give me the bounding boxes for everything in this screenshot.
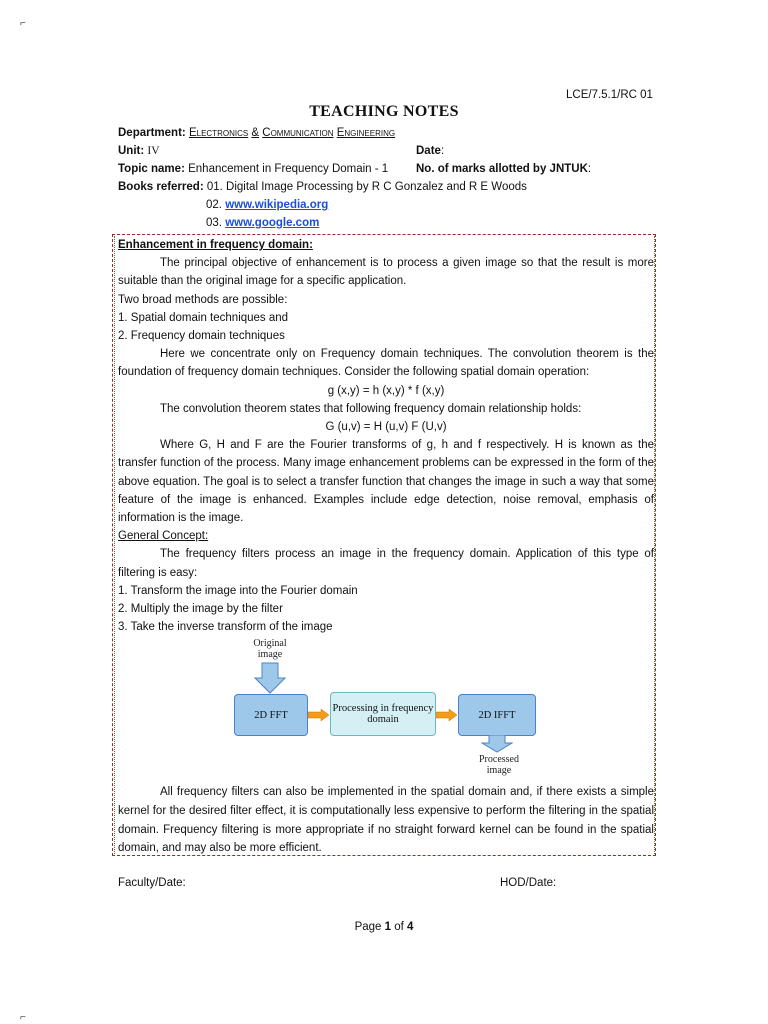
unit-value: IV <box>147 145 160 157</box>
equation-frequency: G (u,v) = H (u,v) F (U,v) <box>325 421 447 434</box>
equation-spatial: g (x,y) = h (x,y) * f (x,y) <box>327 384 445 397</box>
paragraph-objective: The principal objective of enhancement is to process a given image so that the result is more suitable than the original image for a specific application. <box>118 257 654 288</box>
book-2-prefix: 02. <box>206 199 226 211</box>
step-3: 3. Take the inverse transform of the image <box>118 621 333 634</box>
frame-rule-left <box>114 236 116 854</box>
book-2 <box>206 198 328 212</box>
section-heading: Enhancement in frequency domain: <box>118 239 313 251</box>
fft-box: 2D FFT <box>234 694 308 736</box>
original-image-label: Original image <box>253 638 287 660</box>
marks-field: No. of marks allotted by JNTUK: <box>416 163 592 175</box>
hod-date: HOD/Date: <box>500 877 557 889</box>
process-diagram <box>232 636 544 776</box>
department-value-a: Electronics <box>188 127 249 139</box>
input-arrow <box>254 662 286 694</box>
doc-reference: LCE/7.5.1/RC 01 <box>566 89 653 101</box>
date-label: Date <box>416 145 441 157</box>
corner-mark-top: ⌐ <box>20 18 26 29</box>
paragraph-theorem: The convolution theorem states that following frequency domain relationship holds: <box>160 402 582 415</box>
page-of: of <box>391 921 408 933</box>
page-total: 4 <box>407 921 414 933</box>
processing-box: Processing in frequency domain <box>330 692 436 736</box>
topic-line: Topic name: Enhancement in Frequency Domain - 1 <box>118 163 389 175</box>
page-prefix: Page <box>354 921 385 933</box>
corner-mark-bottom: ⌐ <box>20 1012 26 1023</box>
department-label: Department <box>118 127 182 139</box>
books-line: Books referred: 01. Digital Image Processing by R C Gonzalez and R E Woods <box>118 181 527 193</box>
closing-content <box>118 783 654 858</box>
page-title: TEACHING NOTES <box>309 103 459 120</box>
topic-value: Enhancement in Frequency Domain - 1 <box>188 163 389 175</box>
processed-image-label: Processed image <box>479 754 519 776</box>
department-value-c: Engineering <box>336 127 396 139</box>
department-line: Department: Electronics & Communication Engineering <box>118 127 396 139</box>
main-content <box>118 236 654 636</box>
wikipedia-link[interactable]: www.wikipedia.org <box>225 199 329 211</box>
paragraph-spatial-vs-frequency: All frequency filters can also be implemented in the spatial domain and, if there exists a simple kernel for the desired filter effect, it is computationally less expensive to perform the filtering in the spatial domain. Frequency filtering is more appropriate if no straight forward kernel can be found in the spatial domain, and may also be more efficient. <box>118 786 654 855</box>
paragraph-filters: The frequency filters process an image in the frequency domain. Application of this type of filtering is easy: <box>118 548 654 579</box>
department-value-b: Communication <box>262 127 334 139</box>
method-1: 1. Spatial domain techniques and <box>118 311 289 324</box>
step-1: 1. Transform the image into the Fourier domain <box>118 584 358 597</box>
paragraph-convolution: Here we concentrate only on Frequency domain techniques. The convolution theorem is the foundation of frequency domain techniques. Consider the following spatial domain operation: <box>118 348 654 379</box>
book-3 <box>206 216 319 230</box>
department-amp: & <box>251 127 260 139</box>
faculty-date: Faculty/Date: <box>118 877 186 889</box>
page-number <box>0 921 768 933</box>
step-2: 2. Multiply the image by the filter <box>118 603 283 616</box>
arrow-2 <box>436 709 458 721</box>
frame-rule-right <box>654 236 656 854</box>
marks-label: No. of marks allotted by JNTUK <box>416 163 588 175</box>
method-2: 2. Frequency domain techniques <box>118 330 285 343</box>
book-1: 01. Digital Image Processing by R C Gonzalez and R E Woods <box>206 181 527 193</box>
book-3-prefix: 03. <box>206 217 226 229</box>
books-label: Books referred <box>118 181 200 193</box>
google-link[interactable]: www.google.com <box>225 217 320 229</box>
date-field: Date: <box>416 145 445 157</box>
arrow-1 <box>308 709 330 721</box>
ifft-box: 2D IFFT <box>458 694 536 736</box>
output-arrow <box>481 735 513 753</box>
unit-label: Unit <box>118 145 141 157</box>
paragraph-transfer: Where G, H and F are the Fourier transforms of g, h and f respectively. H is known as the transfer function of the process. Many image enhancement problems can be expressed in the form of the above equation. The goal is to select a transfer function that changes the image in such a way that some feature of the image is enhanced. Examples include edge detection, noise removal, emphasis of information is the image. <box>118 439 654 525</box>
topic-label: Topic name <box>118 163 182 175</box>
unit-line: Unit: IV <box>118 145 160 157</box>
methods-intro: Two broad methods are possible: <box>118 293 288 306</box>
general-concept-heading: General Concept: <box>118 530 209 543</box>
page-current: 1 <box>384 921 392 933</box>
